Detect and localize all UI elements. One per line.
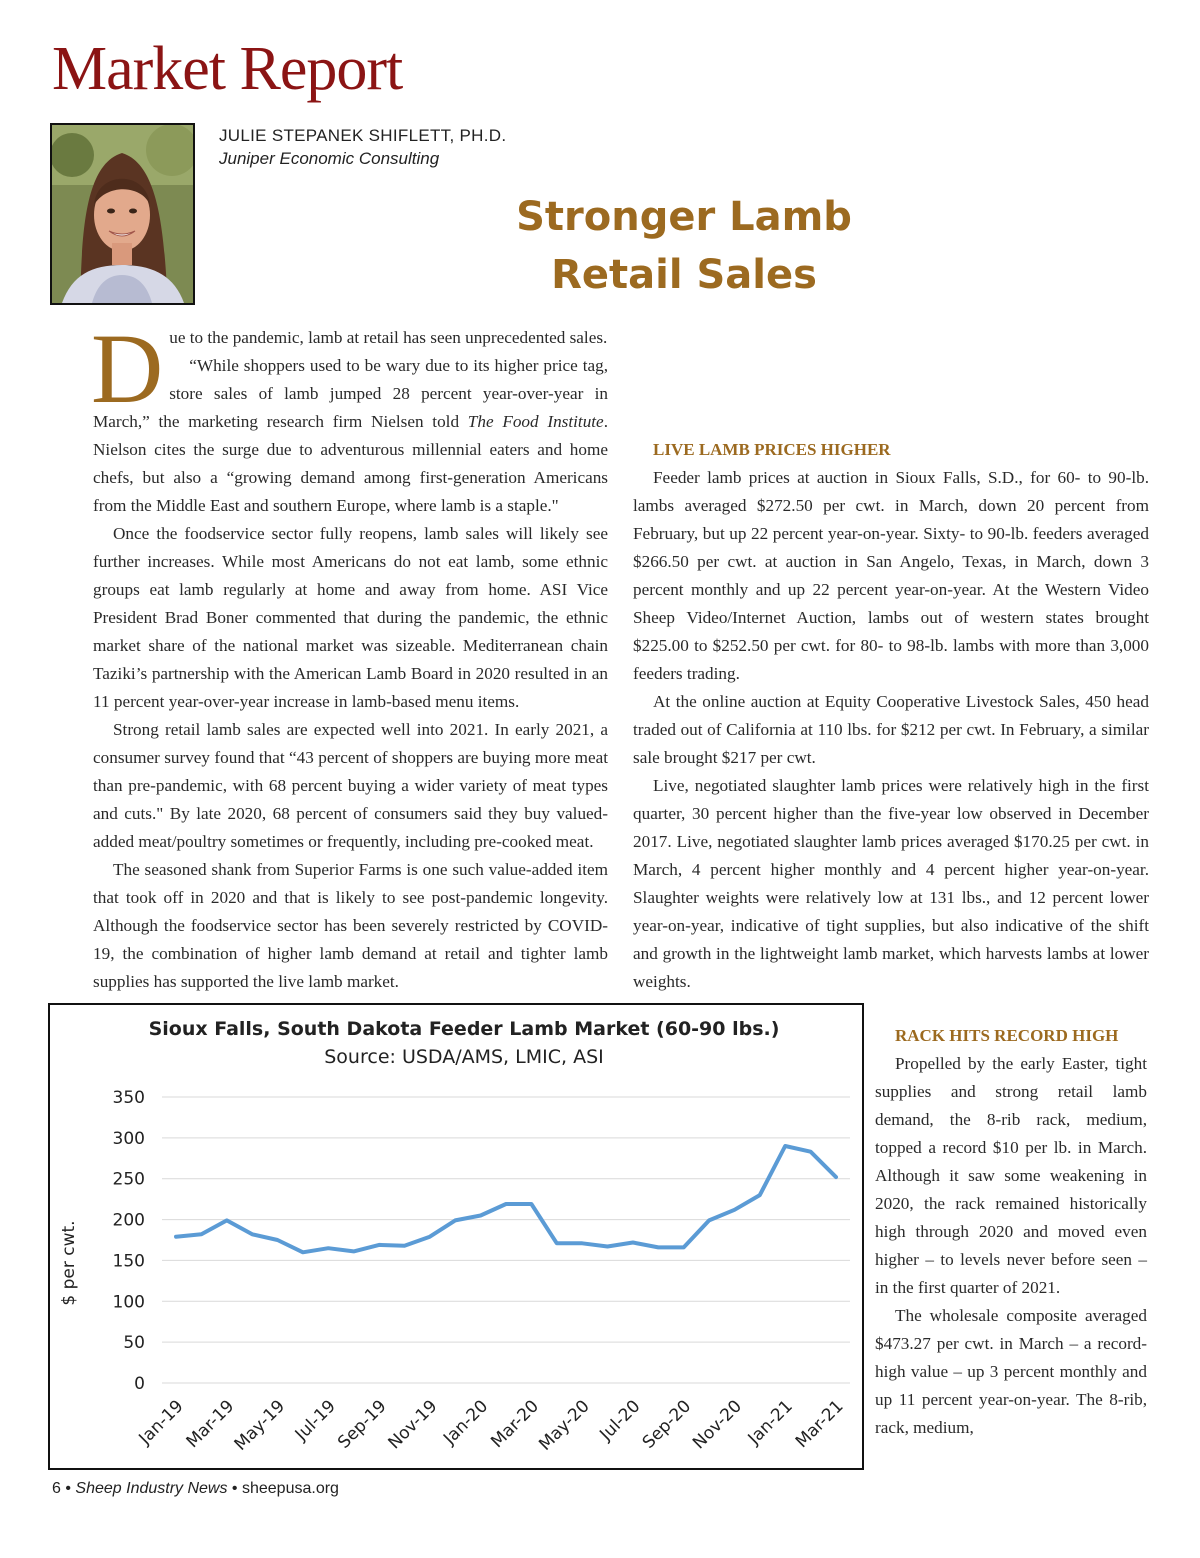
series-line xyxy=(176,1146,836,1252)
article-column-1 xyxy=(91,313,608,996)
x-tick xyxy=(291,1396,340,1445)
column-flow-spacer xyxy=(633,380,1149,408)
article-column-2 xyxy=(633,324,1149,996)
section-spacer xyxy=(633,408,1149,436)
publication-name: Sheep Industry News xyxy=(75,1480,228,1497)
y-tick-label: 0 xyxy=(134,1374,145,1394)
x-tick xyxy=(384,1396,441,1453)
author-name: JULIE STEPANEK SHIFLETT, PH.D. xyxy=(219,126,507,145)
x-tick-label: May-20 xyxy=(535,1396,594,1455)
source-name: The Food Institute xyxy=(467,412,604,431)
author-portrait-image xyxy=(52,125,193,303)
paragraph-2b-text: . Nielson cites the surge due to adventurous millennial eaters and home chefs, but also a “growing demand among first-generation Americans from the Middle East and southern Europe, where lamb is a staple." xyxy=(93,412,608,515)
article-headline xyxy=(480,188,888,304)
headline-line-1: Stronger Lamb xyxy=(516,194,852,240)
paragraph-rack: Propelled by the early Easter, tight supplies and strong retail lamb demand, the 8-rib rack, medium, topped a record $10 per lb. in March. Although it saw some weakening in 2020, the rack remained historically high through 2020 and moved even higher – to levels never before seen – in the first quarter of 2021. xyxy=(875,1054,1147,1297)
headline-line-2: Retail Sales xyxy=(551,252,817,298)
x-tick-label: Jul-20 xyxy=(596,1396,645,1445)
x-tick-label: Sep-19 xyxy=(334,1396,391,1453)
x-tick-label: Nov-19 xyxy=(384,1396,442,1454)
paragraph-1-text: ue to the pandemic, lamb at retail has seen unprecedented sales. xyxy=(169,328,608,347)
x-tick-label: Jan-19 xyxy=(135,1396,188,1449)
y-tick-label: 200 xyxy=(112,1210,145,1231)
x-tick xyxy=(231,1396,289,1454)
column-flow-spacer xyxy=(633,352,1149,380)
page-footer xyxy=(52,1480,339,1498)
paragraph-wholesale: The wholesale composite averaged $473.27 per cwt. in March – a record-high value – up 3 percent monthly and up 11 percent year-on-year. The 8-rib, rack, medium, xyxy=(875,1306,1147,1437)
x-tick-label: May-19 xyxy=(230,1396,290,1455)
chart-gridlines xyxy=(162,1097,850,1383)
x-tick xyxy=(439,1396,492,1449)
article-column-3 xyxy=(875,1022,1147,1442)
y-tick-label: 300 xyxy=(112,1128,145,1149)
paragraph-nielsen-quote xyxy=(93,352,608,520)
y-tick-label: 100 xyxy=(112,1292,145,1313)
x-tick xyxy=(183,1396,239,1452)
chart-y-axis-label: $ per cwt. xyxy=(59,1220,79,1306)
chart-x-ticks xyxy=(135,1396,848,1454)
x-tick xyxy=(334,1396,390,1452)
x-tick xyxy=(792,1396,848,1452)
paragraph-2a-text: “While shoppers used to be wary due to its higher price tag, store sales of lamb jumped 28 percent year-over-year in March,” the marketing research firm Nielsen told xyxy=(93,356,608,431)
subhead-live-lamb-prices: LIVE LAMB PRICES HIGHER xyxy=(653,440,891,459)
x-tick-label: Sep-20 xyxy=(638,1396,696,1453)
page-number: 6 xyxy=(52,1480,61,1497)
x-tick xyxy=(487,1396,543,1452)
paragraph-online-auction: At the online auction at Equity Cooperative Livestock Sales, 450 head traded out of California at 110 lbs. for $212 per cwt. In February, a similar sale brought $217 per cwt. xyxy=(633,692,1149,767)
masthead-title: Market Report xyxy=(52,35,403,103)
paragraph-seasoned-shank: The seasoned shank from Superior Farms is one such value-added item that took off in 2020 and that is likely to see post-pandemic longevity. Although the foodservice sector has been severely restricted by COVID-19, the combination of higher lamb demand at retail and tighter lamb supplies has supported the live lamb market. xyxy=(93,860,608,991)
x-tick xyxy=(639,1396,695,1452)
x-tick xyxy=(135,1396,188,1449)
chart-title: Sioux Falls, South Dakota Feeder Lamb Market (60-90 lbs.) xyxy=(148,1018,780,1040)
paragraph-foodservice: Once the foodservice sector fully reopens, lamb sales will likely see further increases. While most Americans do not eat lamb, some ethnic groups eat lamb regularly at home and away from home. ASI Vice President Brad Boner commented that during the pandemic, the ethnic market share of the national market was sizeable. Mediterranean chain Taziki’s partnership with the American Lamb Board in 2020 resulted in an 11 percent year-over-year increase in lamb-based menu items. xyxy=(93,524,608,711)
x-tick xyxy=(535,1396,593,1454)
x-tick-label: Mar-21 xyxy=(791,1396,848,1453)
chart-svg xyxy=(50,1005,862,1468)
x-tick-label: Jan-21 xyxy=(744,1396,797,1449)
drop-cap: D xyxy=(91,313,164,424)
column-flow-spacer xyxy=(633,324,1149,352)
x-tick-label: Jul-19 xyxy=(291,1396,340,1445)
y-tick-label: 50 xyxy=(123,1333,145,1354)
x-tick-label: Mar-19 xyxy=(182,1396,239,1453)
x-tick-label: Nov-20 xyxy=(689,1396,746,1454)
x-tick-label: Mar-20 xyxy=(487,1396,543,1453)
x-tick xyxy=(689,1396,746,1453)
y-tick-label: 150 xyxy=(112,1251,145,1272)
y-tick-label: 350 xyxy=(112,1088,145,1108)
author-photo xyxy=(50,123,195,305)
paragraph-retail-sales: Strong retail lamb sales are expected well into 2021. In early 2021, a consumer survey found that “43 percent of shoppers are buying more meat than pre-pandemic, with 68 percent buying a wider variety of meat types and cuts." By late 2020, 68 percent of consumers said they buy valued-added meat/poultry sometimes or frequently, including pre-cooked meat. xyxy=(93,720,608,851)
author-organization: Juniper Economic Consulting xyxy=(219,149,440,168)
subhead-rack-record: RACK HITS RECORD HIGH xyxy=(895,1026,1119,1045)
paragraph-feeder-prices: Feeder lamb prices at auction in Sioux Falls, S.D., for 60- to 90-lb. lambs averaged $272.50 per cwt. in March, down 20 percent from February, but up 22 percent year-on-year. Sixty- to 90-lb. feeders averaged $266.50 per cwt. at auction in San Angelo, Texas, in March, down 3 percent monthly and up 22 percent year-on-year. At the Western Video Sheep Video/Internet Auction, lambs out of western states brought $225.00 to $252.50 per cwt. for 80- to 98-lb. lambs with more than 3,000 feeders trading. xyxy=(633,468,1149,683)
x-tick-label: Jan-20 xyxy=(439,1396,493,1449)
x-tick xyxy=(744,1396,797,1449)
feeder-lamb-chart xyxy=(48,1003,864,1470)
footer-separator: • xyxy=(227,1480,242,1497)
y-tick-label: 250 xyxy=(112,1169,145,1190)
x-tick xyxy=(595,1396,644,1445)
chart-series xyxy=(176,1146,836,1252)
website-link[interactable]: sheepusa.org xyxy=(241,1480,339,1497)
chart-subtitle: Source: USDA/AMS, LMIC, ASI xyxy=(324,1046,604,1068)
chart-y-ticks xyxy=(113,1088,145,1394)
paragraph-slaughter-prices: Live, negotiated slaughter lamb prices were relatively high in the first quarter, 30 percent higher than the five-year low observed in December 2017. Live, negotiated slaughter lamb prices averaged $170.25 per cwt. in March, 4 percent higher monthly and 4 percent higher year-on-year. Slaughter weights were relatively low at 131 lbs., and 12 percent lower year-on-year, indicative of tight supplies, but also indicative of the shift and growth in the lightweight lamb market, which harvests lambs at lower weights. xyxy=(633,776,1149,991)
footer-separator: • xyxy=(60,1480,76,1497)
